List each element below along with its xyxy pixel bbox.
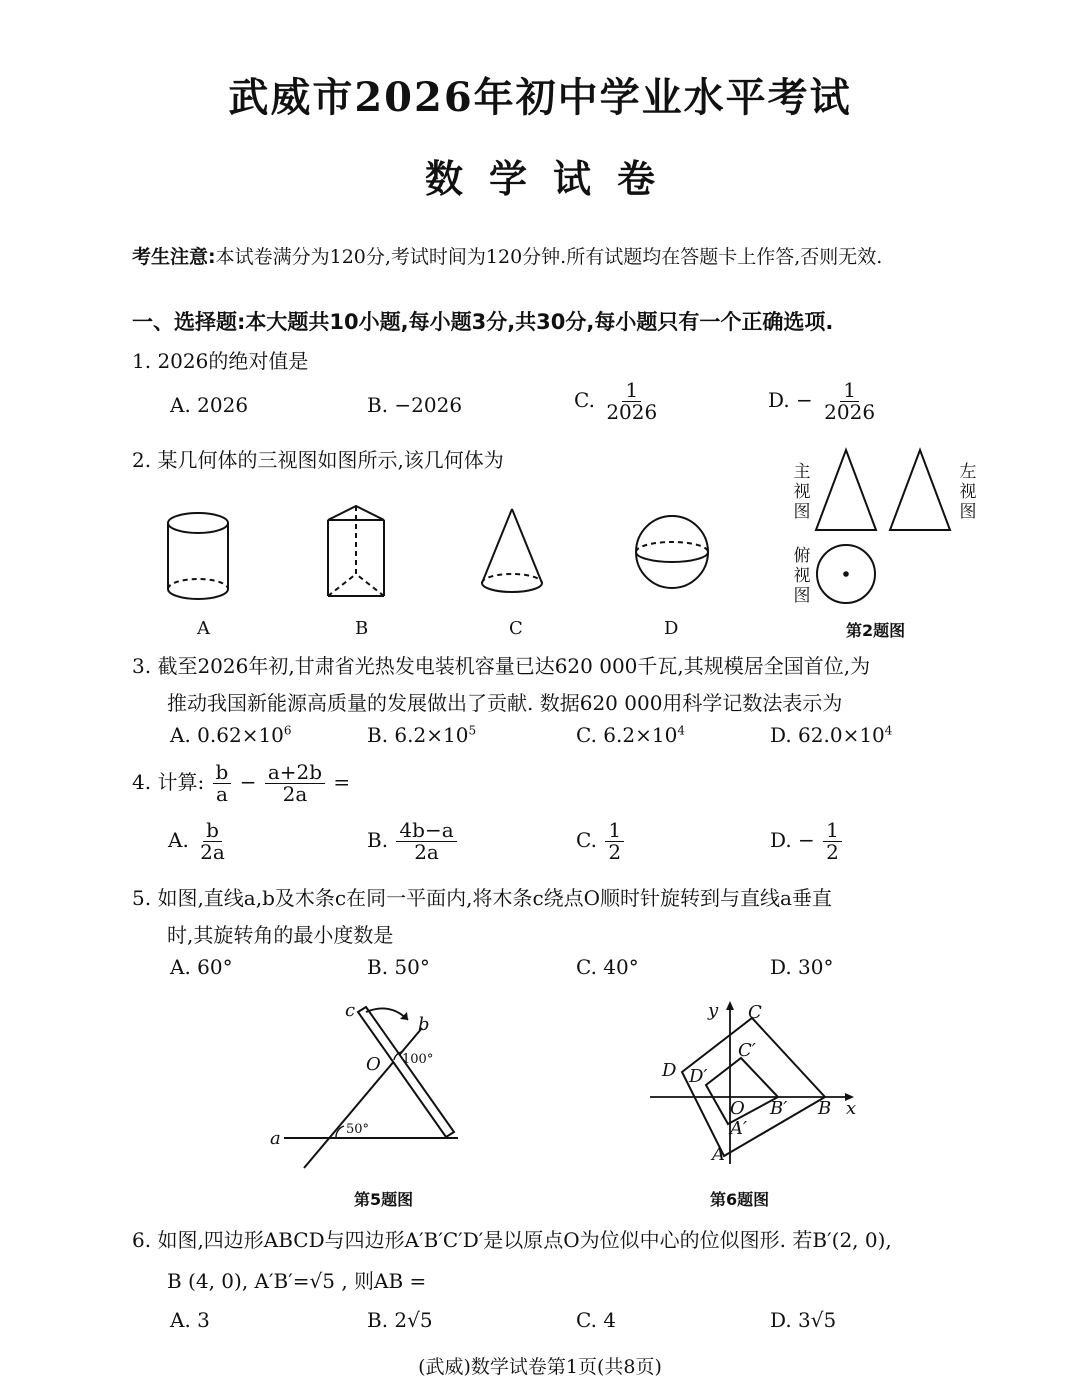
fig5-angle-100: 100° [402, 1052, 434, 1067]
q4-a-num: b [203, 820, 222, 842]
fig6-label-o: O [730, 1098, 745, 1119]
left-view-triangle [886, 448, 956, 538]
prism-figure [320, 500, 410, 610]
exam-notice [132, 242, 882, 269]
cylinder-figure [160, 505, 250, 615]
q4-option-c [576, 820, 626, 863]
question-2-stem: 2. 某几何体的三视图如图所示,该几何体为 [132, 448, 504, 472]
fig5-angle-50: 50° [346, 1122, 370, 1137]
q2-label-c: C [509, 618, 523, 639]
q5-option-b: B. 50° [367, 955, 430, 979]
q6-option-b: B. 2√5 [367, 1308, 433, 1332]
q6-option-d: D. 3√5 [770, 1308, 837, 1332]
q5-option-d: D. 30° [770, 955, 834, 979]
fig6-label-c1: C′ [738, 1040, 756, 1061]
q4-option-b [367, 820, 459, 863]
q4-c-fraction [605, 820, 624, 863]
q4-a-den: 2a [200, 840, 225, 864]
fig6-label-d: D [662, 1060, 677, 1081]
cone-figure [470, 505, 560, 615]
fig6-label-y: y [708, 1000, 719, 1021]
fig5-label-a: a [270, 1128, 281, 1149]
figure-5 [262, 998, 502, 1178]
q3-option-c [576, 723, 685, 747]
question-6-line2: B (4, 0), A′B′=√5 , 则AB = [167, 1269, 427, 1293]
q4-fraction-1 [213, 762, 232, 805]
exam-title: 武威市2026年初中学业水平考试 [228, 74, 852, 121]
fig6-label-d1: D′ [689, 1066, 708, 1087]
q6-option-c: C. 4 [576, 1308, 617, 1332]
front-view-label: 主视图 [793, 462, 811, 522]
q4-b-den: 2a [414, 840, 439, 864]
q5-option-a: A. 60° [170, 955, 233, 979]
sphere-figure [632, 512, 722, 602]
q3-a-exp: 6 [283, 723, 292, 738]
q2-caption: 第2题图 [846, 621, 906, 640]
q1-c-fraction [603, 380, 660, 423]
q1-c-den: 2026 [606, 400, 658, 424]
q2-label-b: B [355, 618, 369, 639]
q4-a-fraction [197, 820, 228, 863]
q4-c-num: 1 [605, 820, 624, 842]
fig6-label-c: C [748, 1002, 762, 1023]
q1-c-num: 1 [622, 380, 641, 402]
q4-c-prefix: C. [576, 828, 597, 852]
q1-d-num: 1 [840, 380, 859, 402]
left-view-label: 左视图 [959, 462, 977, 522]
q3-option-d [770, 723, 892, 747]
q1-option-c [574, 380, 662, 423]
q1-d-den: 2026 [824, 400, 876, 424]
front-view-triangle [812, 448, 882, 538]
q1-d-fraction [821, 380, 878, 423]
q4-c-den: 2 [608, 840, 622, 864]
q6-option-a: A. 3 [170, 1308, 210, 1332]
line-b [304, 1028, 422, 1168]
notice-label: 考生注意: [132, 246, 216, 268]
question-6-line1: 6. 如图,四边形ABCD与四边形A′B′C′D′是以原点O为位似中心的位似图形. 若B′(2, 0), [132, 1228, 892, 1252]
q4-prefix: 4. 计算: [132, 770, 205, 794]
fig5-label-c: c [345, 1000, 356, 1021]
q4-f2-den: 2a [282, 782, 308, 806]
q4-d-num: 1 [823, 820, 842, 842]
quad-abcd [682, 1018, 825, 1156]
q1-option-d [768, 380, 880, 423]
q4-b-num: 4b−a [396, 820, 456, 842]
q1-option-b: B. −2026 [367, 393, 463, 417]
q4-b-fraction [396, 820, 456, 863]
q4-f1-den: a [215, 782, 228, 806]
q2-label-a: A [197, 618, 210, 639]
q3-b-text: B. 6.2×10 [367, 723, 469, 747]
q1-option-a: A. 2026 [170, 393, 249, 417]
q1-d-prefix: D. − [768, 388, 813, 412]
fig5-label-o: O [366, 1054, 381, 1075]
fig6-label-a1: A′ [730, 1118, 748, 1139]
q4-f2-num: a+2b [265, 762, 325, 784]
q5-option-c: C. 40° [576, 955, 639, 979]
fig6-label-a: A [712, 1144, 725, 1165]
top-view-circle [812, 542, 882, 612]
q6-caption: 第6题图 [710, 1190, 770, 1209]
q4-f1-num: b [213, 762, 232, 784]
fig5-label-b: b [418, 1014, 430, 1035]
question-4-stem [132, 762, 350, 805]
q4-fraction-2 [265, 762, 325, 805]
q4-d-prefix: D. − [770, 828, 815, 852]
section-heading: 一、选择题:本大题共10小题,每小题3分,共30分,每小题只有一个正确选项. [132, 310, 834, 334]
q4-option-d [770, 820, 844, 863]
q3-c-text: C. 6.2×10 [576, 723, 678, 747]
q3-a-text: A. 0.62×10 [170, 723, 284, 747]
exam-subtitle: 数学试卷 [424, 156, 681, 201]
q3-d-exp: 4 [884, 723, 893, 738]
q3-c-exp: 4 [677, 723, 685, 738]
q3-option-a [170, 723, 292, 747]
q2-label-d: D [664, 618, 679, 639]
q4-b-prefix: B. [367, 828, 389, 852]
question-3-line1: 3. 截至2026年初,甘肃省光热发电装机容量已达620 000千瓦,其规模居全国首位,为 [132, 654, 871, 678]
fig6-label-b: B [818, 1098, 832, 1119]
page-footer: (武威)数学试卷第1页(共8页) [418, 1356, 662, 1378]
q4-option-a [168, 820, 230, 863]
q3-d-text: D. 62.0×10 [770, 723, 885, 747]
question-3-line2: 推动我国新能源高质量的发展做出了贡献. 数据620 000用科学记数法表示为 [167, 691, 843, 715]
q4-a-prefix: A. [168, 828, 189, 852]
q3-option-b [367, 723, 476, 747]
question-5-line2: 时,其旋转角的最小度数是 [167, 923, 394, 947]
q3-b-exp: 5 [468, 723, 477, 738]
q4-d-fraction [823, 820, 842, 863]
notice-text: 本试卷满分为120分,考试时间为120分钟.所有试题均在答题卡上作答,否则无效. [215, 246, 883, 268]
q4-equals: = [333, 770, 351, 794]
q1-c-prefix: C. [574, 388, 595, 412]
top-view-label: 俯视图 [793, 546, 811, 606]
q4-minus: − [239, 770, 257, 794]
figure-6 [640, 996, 880, 1176]
fig6-label-b1: B′ [770, 1098, 788, 1119]
q4-d-den: 2 [826, 840, 839, 864]
q5-caption: 第5题图 [354, 1190, 414, 1209]
question-1-stem: 1. 2026的绝对值是 [132, 349, 309, 373]
question-5-line1: 5. 如图,直线a,b及木条c在同一平面内,将木条c绕点O顺时针旋转到与直线a垂直 [132, 886, 832, 910]
fig6-label-x: x [846, 1098, 857, 1119]
